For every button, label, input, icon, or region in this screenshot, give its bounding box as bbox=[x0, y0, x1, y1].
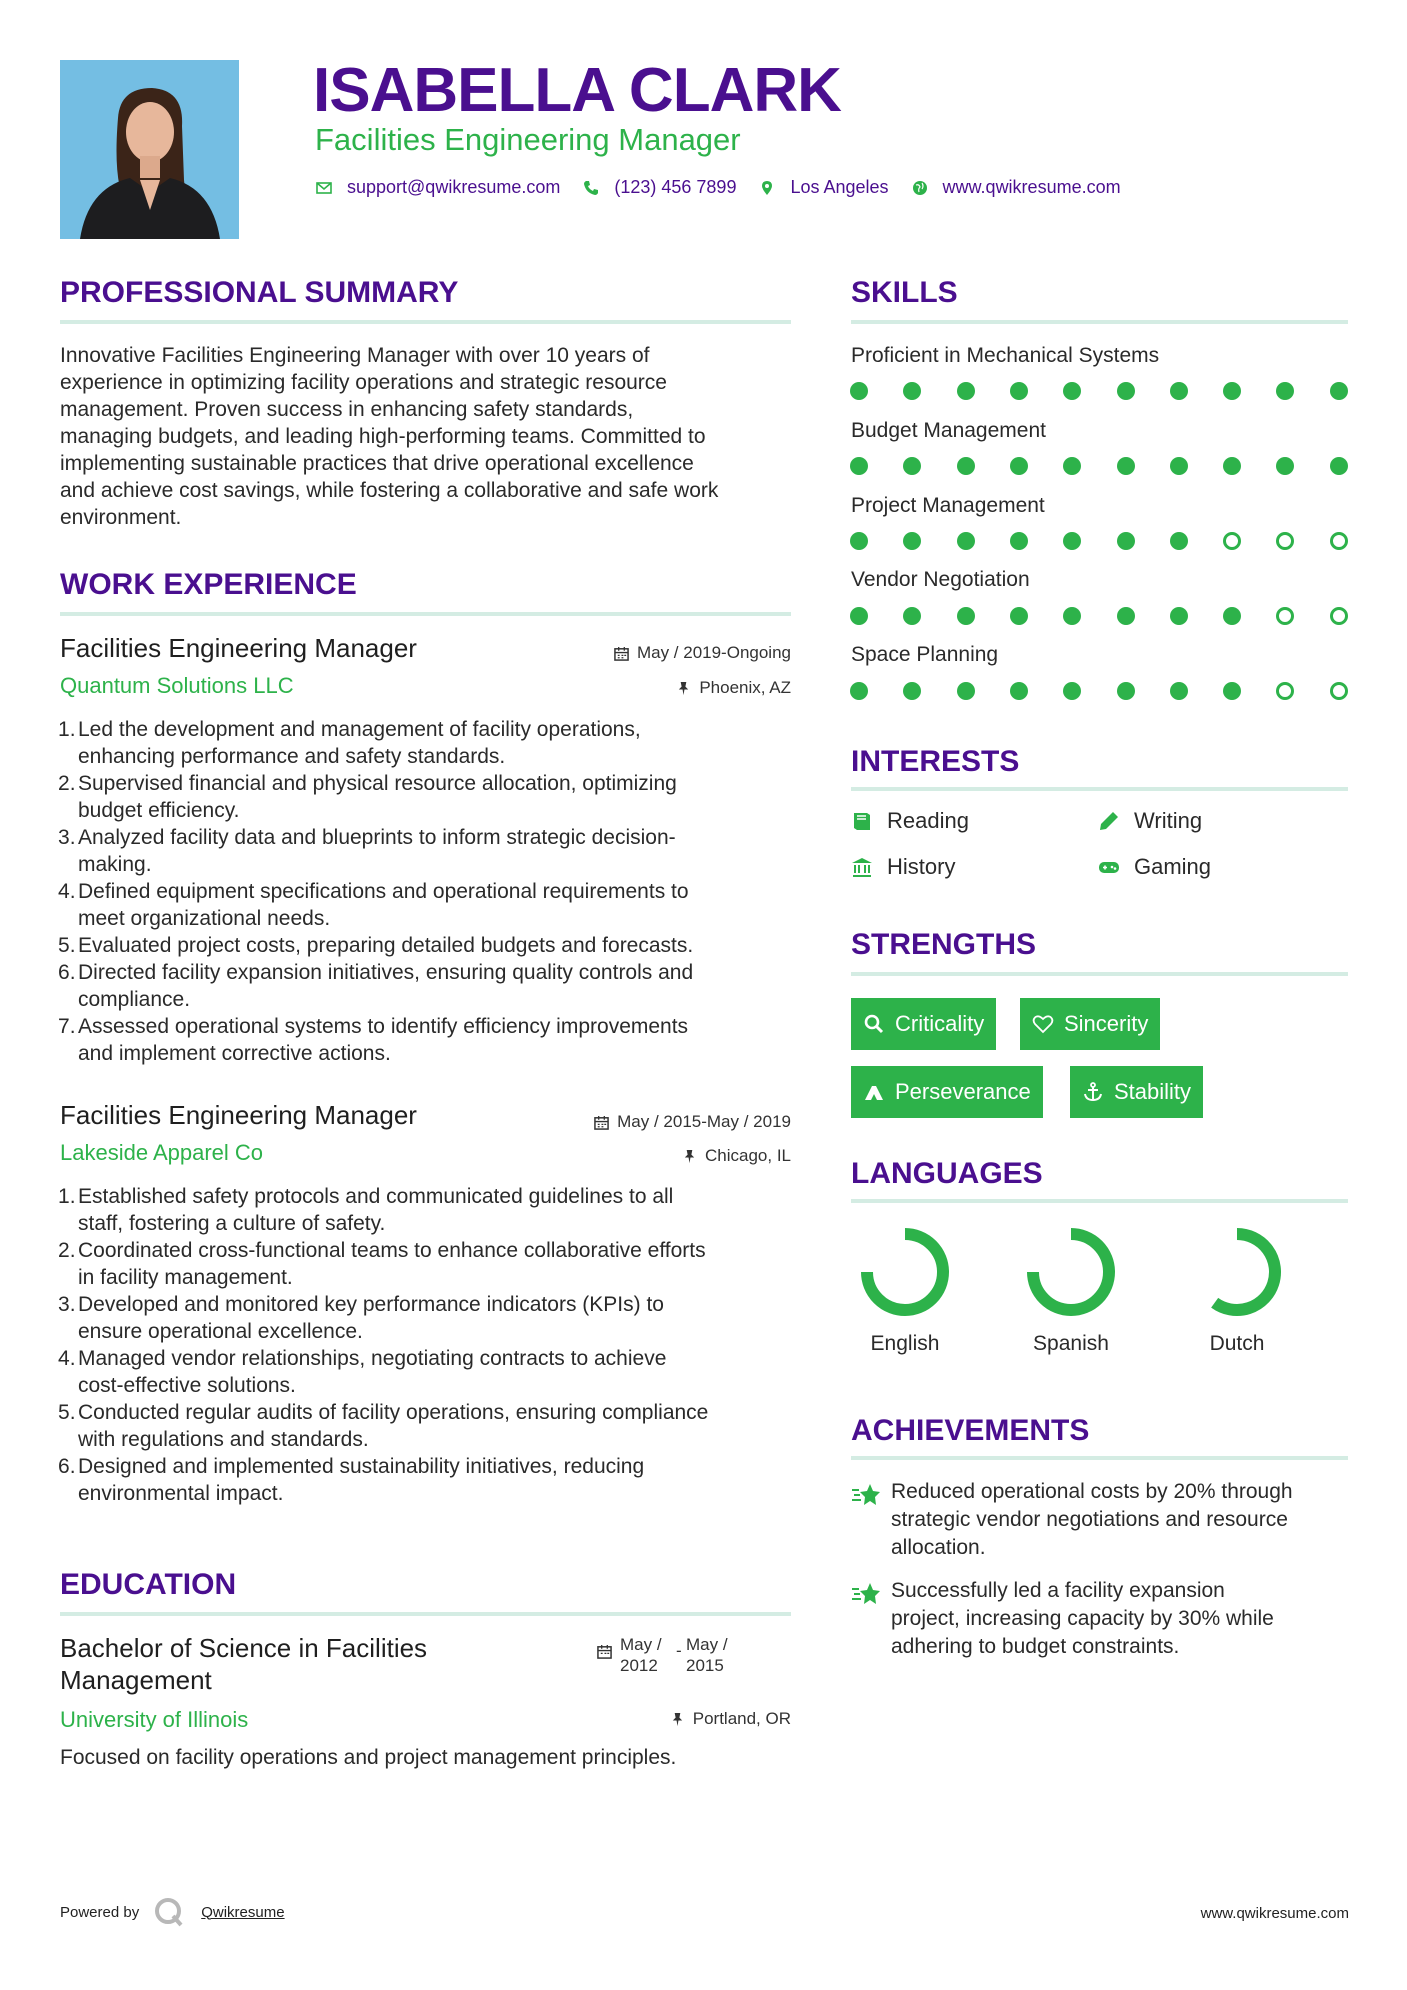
skill-dot-filled bbox=[1276, 382, 1294, 400]
list-item: Analyzed facility data and blueprints to inform strategic decision- making. bbox=[78, 826, 676, 876]
job-location-text: Phoenix, AZ bbox=[699, 678, 791, 697]
skill-dot-filled bbox=[1117, 382, 1135, 400]
skill-dot-filled bbox=[1223, 682, 1241, 700]
achievements-divider bbox=[851, 1456, 1348, 1460]
list-item: Led the development and management of facility operations, enhancing performance and safety standards. bbox=[78, 718, 641, 768]
skill-dot-filled bbox=[903, 382, 921, 400]
job-location bbox=[480, 677, 791, 699]
contact-bar bbox=[315, 177, 1143, 198]
museum-icon bbox=[851, 855, 879, 879]
degree-line: Bachelor of Science in Facilities bbox=[60, 1633, 428, 1663]
language-progress-ring bbox=[859, 1226, 951, 1318]
phone-icon bbox=[582, 179, 600, 197]
interests-divider bbox=[851, 787, 1348, 791]
job-date-text: May / 2015-May / 2019 bbox=[617, 1112, 791, 1131]
qwikresume-link[interactable]: Qwikresume bbox=[201, 1903, 285, 1921]
company-name: Lakeside Apparel Co bbox=[60, 1140, 264, 1165]
skills-divider bbox=[851, 320, 1348, 324]
degree-line: Management bbox=[60, 1665, 212, 1695]
skill-dot-empty bbox=[1330, 607, 1348, 625]
contact-phone[interactable] bbox=[582, 177, 736, 198]
degree-title bbox=[60, 1632, 560, 1696]
calendar-icon bbox=[594, 1115, 609, 1130]
pushpin-icon bbox=[676, 681, 691, 696]
languages-heading: LANGUAGES bbox=[851, 1157, 1043, 1190]
strength-badge bbox=[851, 1066, 1043, 1118]
languages-divider bbox=[851, 1199, 1348, 1203]
skill-dot-filled bbox=[1330, 382, 1348, 400]
list-item: Coordinated cross-functional teams to enhance collaborative efforts in facility management. bbox=[78, 1239, 706, 1289]
language-progress-ring bbox=[1025, 1226, 1117, 1318]
experience-heading: WORK EXPERIENCE bbox=[60, 568, 357, 601]
list-item: Developed and monitored key performance indicators (KPIs) to ensure operational excellence. bbox=[78, 1293, 664, 1343]
skill-dot-filled bbox=[1276, 457, 1294, 475]
summary-line: Innovative Facilities Engineering Manager with over 10 years of bbox=[60, 344, 650, 367]
summary-line: environment. bbox=[60, 506, 182, 529]
summary-line: implementing sustainable practices that drive operational excellence bbox=[60, 452, 694, 475]
skill-rating bbox=[850, 380, 1350, 402]
strengths-divider bbox=[851, 972, 1348, 976]
skill-rating bbox=[850, 530, 1350, 552]
job-date-text: May / 2019-Ongoing bbox=[636, 643, 791, 662]
anchor-icon bbox=[1082, 1081, 1104, 1103]
job-title: Facilities Engineering Manager bbox=[60, 1100, 417, 1130]
summary-line: managing budgets, and leading high-performing teams. Committed to bbox=[60, 425, 706, 448]
list-item: Managed vendor relationships, negotiating contracts to achieve cost-effective solutions. bbox=[78, 1347, 667, 1397]
skill-dot-filled bbox=[850, 532, 868, 550]
envelope-icon bbox=[315, 179, 333, 197]
skill-dot-filled bbox=[1063, 607, 1081, 625]
summary-line: and achieve cost savings, while fostering a collaborative and safe work bbox=[60, 479, 719, 502]
strengths-heading: STRENGTHS bbox=[851, 928, 1037, 961]
hiker-icon bbox=[863, 1081, 885, 1103]
language-item bbox=[1182, 1226, 1292, 1356]
skill-dot-filled bbox=[1117, 532, 1135, 550]
interest-label: History bbox=[887, 854, 956, 879]
skill-dot-filled bbox=[1223, 607, 1241, 625]
email-text: support@qwikresume.com bbox=[347, 177, 561, 197]
skill-dot-empty bbox=[1330, 682, 1348, 700]
book-icon bbox=[851, 809, 879, 833]
skill-name: Project Management bbox=[851, 494, 1045, 517]
job-bullets bbox=[60, 716, 800, 1067]
education-location-text: Portland, OR bbox=[692, 1709, 791, 1728]
skill-dot-filled bbox=[957, 607, 975, 625]
education-end: May / 2015 bbox=[686, 1635, 728, 1675]
skill-dot-filled bbox=[1063, 682, 1081, 700]
contact-email[interactable] bbox=[315, 177, 560, 198]
star-icon bbox=[851, 1482, 891, 1562]
interests-heading: INTERESTS bbox=[851, 745, 1020, 778]
candidate-title: Facilities Engineering Manager bbox=[315, 122, 741, 157]
interest-item bbox=[1098, 854, 1211, 880]
list-item: Directed facility expansion initiatives, ensuring quality controls and compliance. bbox=[78, 961, 694, 1011]
strength-label: Perseverance bbox=[895, 1079, 1031, 1104]
skill-dot-empty bbox=[1330, 532, 1348, 550]
education-location bbox=[480, 1708, 791, 1730]
language-item bbox=[1016, 1226, 1126, 1356]
portrait-image bbox=[60, 60, 239, 239]
skill-dot-filled bbox=[1330, 457, 1348, 475]
phone-text: (123) 456 7899 bbox=[614, 177, 737, 197]
skill-dot-filled bbox=[1223, 457, 1241, 475]
website-text: www.qwikresume.com bbox=[942, 177, 1121, 197]
skill-name: Budget Management bbox=[851, 419, 1046, 442]
interest-item bbox=[1098, 808, 1202, 834]
pushpin-icon bbox=[670, 1712, 685, 1727]
contact-location bbox=[758, 177, 888, 198]
achievement-text: Reduced operational costs by 20% through strategic vendor negotiations and resource allocation. bbox=[891, 1480, 1293, 1559]
achievement-item bbox=[851, 1478, 1351, 1562]
skill-rating bbox=[850, 455, 1350, 477]
strength-badge bbox=[851, 998, 996, 1050]
strength-label: Sincerity bbox=[1064, 1011, 1149, 1036]
interest-item bbox=[851, 808, 969, 834]
language-item bbox=[850, 1226, 960, 1356]
strength-label: Stability bbox=[1114, 1079, 1192, 1104]
skill-rating bbox=[850, 680, 1350, 702]
list-item: Assessed operational systems to identify efficiency improvements and implement corrective actions. bbox=[78, 1015, 689, 1065]
language-label: Dutch bbox=[1209, 1332, 1265, 1355]
calendar-icon bbox=[614, 646, 629, 661]
strength-badge bbox=[1020, 998, 1160, 1050]
skills-heading: SKILLS bbox=[851, 276, 958, 309]
school-name: University of Illinois bbox=[60, 1707, 249, 1732]
star-icon bbox=[851, 1581, 891, 1661]
job-location bbox=[480, 1145, 791, 1167]
education-description: Focused on facility operations and project management principles. bbox=[60, 1746, 677, 1769]
skill-dot-empty bbox=[1276, 532, 1294, 550]
achievements-heading: ACHIEVEMENTS bbox=[851, 1414, 1090, 1447]
skill-dot-filled bbox=[1010, 382, 1028, 400]
footer-website[interactable]: www.qwikresume.com bbox=[1200, 1905, 1349, 1922]
achievement-text: Successfully led a facility expansion project, increasing capacity by 30% while adhering to budget constraints. bbox=[891, 1579, 1274, 1658]
skill-dot-filled bbox=[1010, 607, 1028, 625]
skill-dot-filled bbox=[1170, 532, 1188, 550]
job-date bbox=[480, 642, 791, 664]
skill-dot-filled bbox=[1010, 457, 1028, 475]
summary-heading: PROFESSIONAL SUMMARY bbox=[60, 276, 459, 309]
job-bullets bbox=[60, 1183, 800, 1507]
skill-dot-filled bbox=[957, 457, 975, 475]
achievement-item bbox=[851, 1577, 1351, 1661]
skill-dot-filled bbox=[850, 607, 868, 625]
language-progress-ring bbox=[1191, 1226, 1283, 1318]
skill-dot-filled bbox=[1170, 457, 1188, 475]
skill-dot-filled bbox=[1063, 382, 1081, 400]
skill-dot-filled bbox=[1010, 682, 1028, 700]
interest-label: Reading bbox=[887, 808, 969, 833]
heart-icon bbox=[1032, 1013, 1054, 1035]
skill-dot-filled bbox=[1117, 457, 1135, 475]
skill-dot-filled bbox=[903, 457, 921, 475]
skill-name: Space Planning bbox=[851, 643, 999, 666]
footer-powered-by bbox=[60, 1896, 285, 1928]
map-pin-icon bbox=[758, 179, 776, 197]
language-label: Spanish bbox=[1033, 1332, 1109, 1355]
calendar-icon bbox=[597, 1644, 612, 1659]
skill-dot-filled bbox=[1117, 682, 1135, 700]
list-item: Designed and implemented sustainability initiatives, reducing environmental impact. bbox=[78, 1455, 645, 1505]
powered-by-text: Powered by bbox=[60, 1903, 140, 1921]
skill-dot-filled bbox=[1223, 382, 1241, 400]
company-name: Quantum Solutions LLC bbox=[60, 673, 294, 698]
profile-photo bbox=[60, 60, 239, 239]
skill-dot-filled bbox=[957, 682, 975, 700]
skill-name: Vendor Negotiation bbox=[851, 568, 1030, 591]
skill-dot-filled bbox=[903, 607, 921, 625]
skill-dot-filled bbox=[850, 457, 868, 475]
education-start: May / 2012 bbox=[620, 1635, 662, 1675]
globe-icon bbox=[911, 179, 929, 197]
summary-divider bbox=[60, 320, 791, 324]
date-separator: - bbox=[676, 1641, 682, 1660]
interest-item bbox=[851, 854, 955, 880]
job-location-text: Chicago, IL bbox=[705, 1146, 791, 1165]
skill-rating bbox=[850, 605, 1350, 627]
skill-dot-filled bbox=[1170, 382, 1188, 400]
qwikresume-logo-icon bbox=[153, 1896, 185, 1928]
skill-dot-empty bbox=[1223, 532, 1241, 550]
skill-dot-empty bbox=[1276, 607, 1294, 625]
location-text: Los Angeles bbox=[790, 177, 889, 197]
education-divider bbox=[60, 1612, 791, 1616]
skill-dot-filled bbox=[1063, 457, 1081, 475]
skill-dot-filled bbox=[1170, 607, 1188, 625]
summary-line: management. Proven success in enhancing safety standards, bbox=[60, 398, 634, 421]
list-item: Evaluated project costs, preparing detailed budgets and forecasts. bbox=[78, 934, 694, 957]
skill-dot-filled bbox=[850, 382, 868, 400]
summary-text bbox=[60, 342, 800, 531]
interest-label: Writing bbox=[1134, 808, 1203, 833]
list-item: Defined equipment specifications and operational requirements to meet organizational needs. bbox=[78, 880, 689, 930]
strength-label: Criticality bbox=[895, 1011, 985, 1036]
candidate-name: ISABELLA CLARK bbox=[313, 56, 841, 125]
strength-badge bbox=[1070, 1066, 1203, 1118]
summary-line: experience in optimizing facility operations and strategic resource bbox=[60, 371, 667, 394]
skill-dot-empty bbox=[1276, 682, 1294, 700]
contact-website[interactable] bbox=[911, 177, 1121, 198]
language-label: English bbox=[870, 1332, 940, 1355]
job-date bbox=[480, 1111, 791, 1133]
education-heading: EDUCATION bbox=[60, 1568, 237, 1601]
pushpin-icon bbox=[682, 1149, 697, 1164]
list-item: Established safety protocols and communicated guidelines to all staff, fostering a culture of safety. bbox=[78, 1185, 674, 1235]
list-item: Supervised financial and physical resource allocation, optimizing budget efficiency. bbox=[78, 772, 677, 822]
list-item: Conducted regular audits of facility operations, ensuring compliance with regulations and standards. bbox=[78, 1401, 709, 1451]
skill-dot-filled bbox=[1117, 607, 1135, 625]
skill-name: Proficient in Mechanical Systems bbox=[851, 344, 1160, 367]
skill-dot-filled bbox=[1063, 532, 1081, 550]
skill-dot-filled bbox=[1170, 682, 1188, 700]
skill-dot-filled bbox=[957, 382, 975, 400]
skill-dot-filled bbox=[1010, 532, 1028, 550]
skill-dot-filled bbox=[850, 682, 868, 700]
education-date bbox=[597, 1634, 742, 1676]
skill-dot-filled bbox=[957, 532, 975, 550]
skill-dot-filled bbox=[903, 532, 921, 550]
search-icon bbox=[863, 1013, 885, 1035]
job-title: Facilities Engineering Manager bbox=[60, 633, 417, 663]
skill-dot-filled bbox=[903, 682, 921, 700]
interest-label: Gaming bbox=[1134, 854, 1212, 879]
gamepad-icon bbox=[1098, 855, 1126, 879]
pencil-icon bbox=[1098, 809, 1126, 833]
experience-divider bbox=[60, 612, 791, 616]
